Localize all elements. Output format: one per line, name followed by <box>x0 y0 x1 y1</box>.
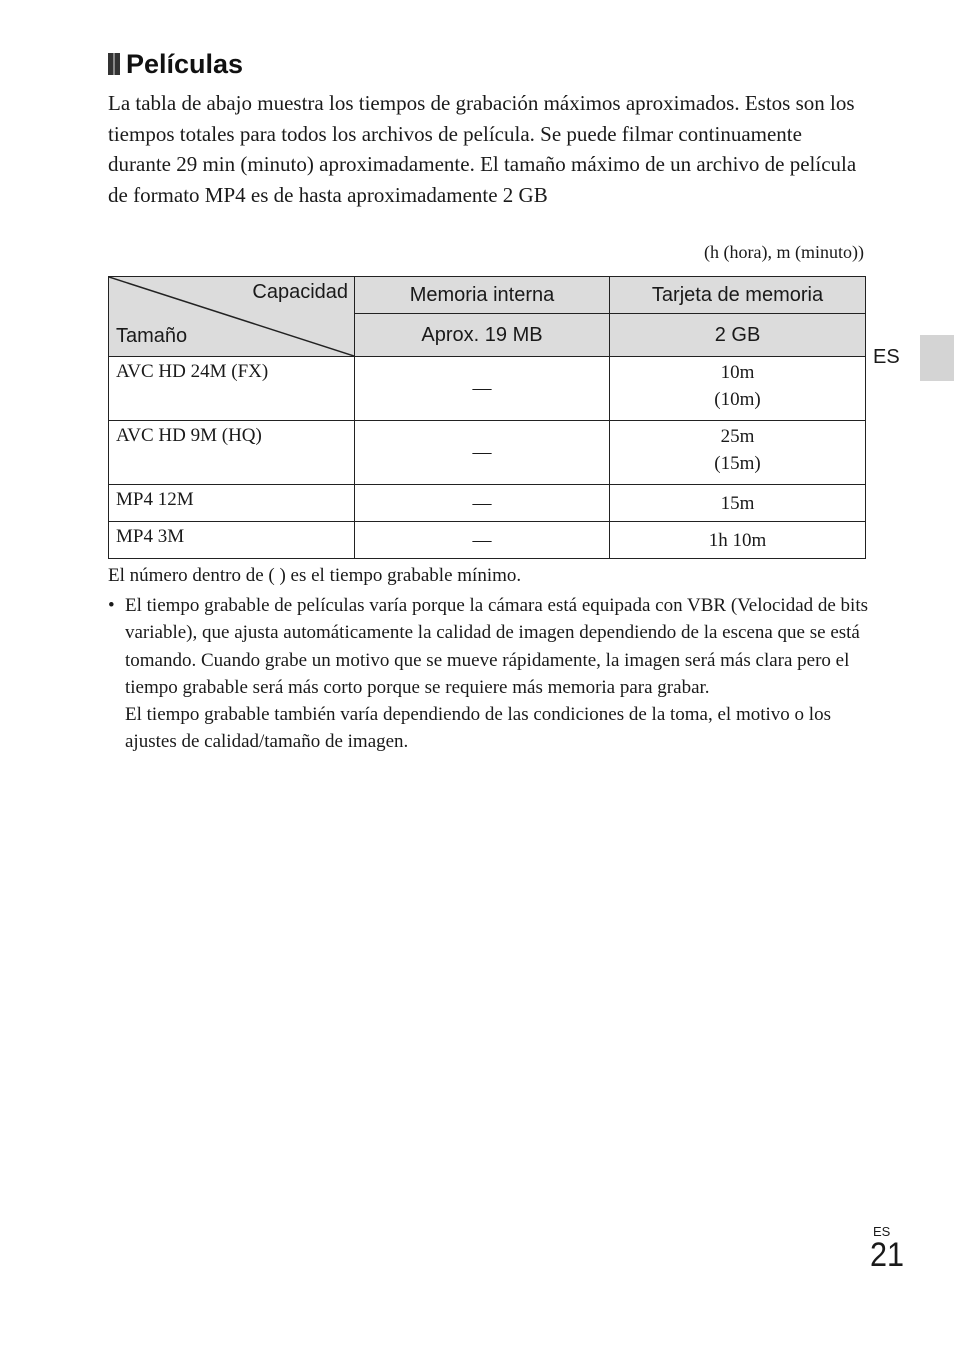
row-internal-value: — <box>355 421 610 485</box>
table-row <box>109 485 866 522</box>
column-header-internal: Memoria interna <box>355 277 610 314</box>
bullet-text-2: El tiempo grabable también varía dependiendo de las condiciones de la toma, el motivo o los ajustes de calidad/tamaño de imagen. <box>125 704 831 753</box>
row-card-value <box>610 421 866 485</box>
intro-paragraph: La tabla de abajo muestra los tiempos de grabación máximos aproximados. Estos son los tiempos totales para todos los archivos de película. Se puede filmar continuamente durante 29 min (minuto) aproximadamente. El tamaño máximo de un archivo de película de formato MP4 es de hasta aproximadamente 2 GB <box>108 91 857 207</box>
row-internal-value: — <box>355 522 610 559</box>
recording-time-table <box>108 276 866 559</box>
row-internal-value: — <box>355 485 610 522</box>
section-title: Películas <box>126 48 244 79</box>
row-card-value: 1h 10m <box>610 522 866 559</box>
section-heading <box>108 46 243 82</box>
row-size-label: MP4 12M <box>109 485 355 522</box>
row-card-value: 15m <box>610 485 866 522</box>
table-row <box>109 522 866 559</box>
corner-capacity-label: Capacidad <box>252 281 348 303</box>
table-corner-cell <box>109 277 355 357</box>
row-size-label: AVC HD 9M (HQ) <box>109 421 355 485</box>
table-row <box>109 357 866 421</box>
row-card-value <box>610 357 866 421</box>
card-time: 10m <box>720 362 755 383</box>
side-language-label: ES <box>873 346 900 368</box>
bullet-text-1: El tiempo grabable de películas varía porque la cámara está equipada con VBR (Velocidad de bits variable), que ajusta automáticamente la calidad de imagen dependiendo de la escena que se está tomando. Cuando grabe un motivo que se mueve rápidamente, la imagen será más clara pero el tiempo grabable será más corto porque se requiere más memoria para grabar. <box>125 595 869 698</box>
card-min-time: (10m) <box>714 389 761 410</box>
table-footnote: El número dentro de ( ) es el tiempo grabable mínimo. <box>108 565 522 586</box>
bullet-symbol: • <box>108 595 115 616</box>
column-subheader-internal: Aprox. 19 MB <box>355 314 610 357</box>
row-size-label: MP4 3M <box>109 522 355 559</box>
page-number: 21 <box>870 1236 905 1274</box>
heading-marker-icon <box>108 53 120 75</box>
units-note: (h (hora), m (minuto)) <box>704 242 864 262</box>
row-size-label: AVC HD 24M (FX) <box>109 357 355 421</box>
card-time: 25m <box>720 426 755 447</box>
footer-language-label: ES <box>873 1224 891 1239</box>
side-thumb-tab <box>920 335 954 381</box>
column-subheader-card: 2 GB <box>610 314 866 357</box>
bullet-item <box>108 592 868 756</box>
card-min-time: (15m) <box>714 453 761 474</box>
corner-size-label: Tamaño <box>116 325 188 347</box>
table-row <box>109 421 866 485</box>
column-header-card: Tarjeta de memoria <box>610 277 866 314</box>
row-internal-value: — <box>355 357 610 421</box>
